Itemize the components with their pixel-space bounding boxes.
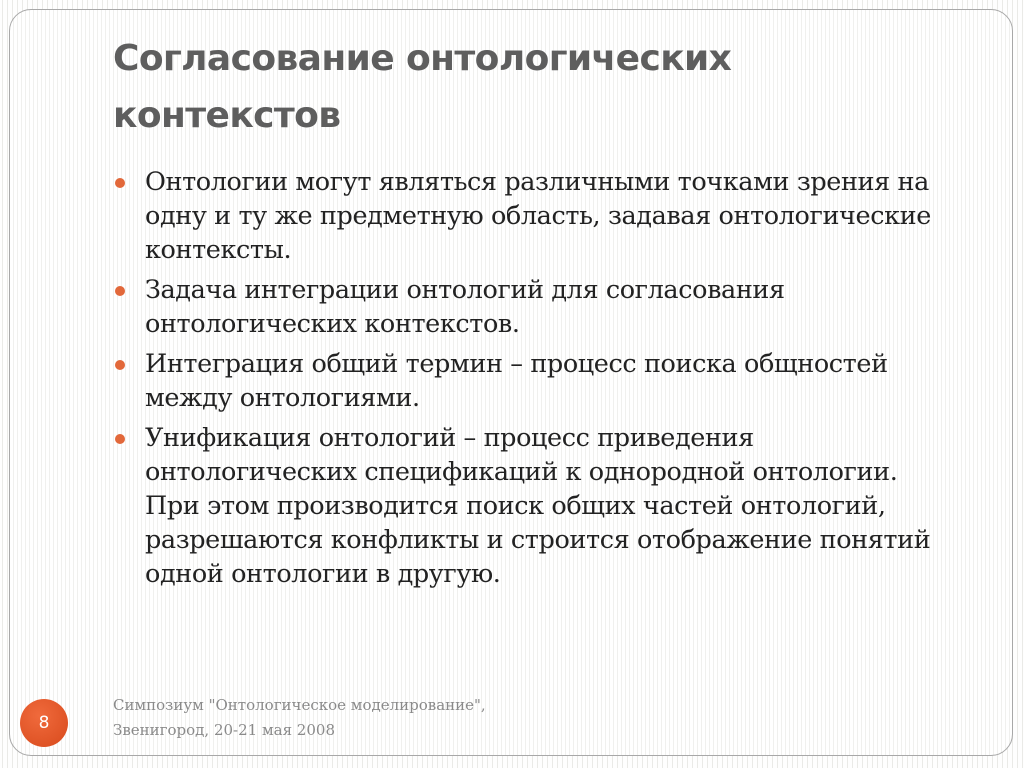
bullet-dot-icon — [115, 360, 125, 370]
bullet-text: Задача интеграции онтологий для согласования онтологических контекстов. — [145, 275, 785, 339]
bullet-dot-icon — [115, 178, 125, 188]
bullet-item — [113, 421, 953, 591]
bullet-text: Унификация онтологий – процесс приведения онтологических спецификаций к однородной онтологии. При этом производится поиск общих частей онтологий, разрешаются конфликты и строится отображение понятий одной онтологии в другую. — [145, 423, 931, 589]
bullet-item — [113, 165, 953, 267]
bullet-dot-icon — [115, 434, 125, 444]
bullet-list — [113, 165, 953, 597]
bullet-item — [113, 273, 953, 341]
slide-number-badge — [20, 699, 68, 747]
bullet-text: Интеграция общий термин – процесс поиска общностей между онтологиями. — [145, 349, 888, 413]
slide-number: 8 — [38, 713, 50, 733]
slide-title: Согласование онтологических контекстов — [113, 38, 732, 136]
bullet-text: Онтологии могут являться различными точками зрения на одну и ту же предметную область, задавая онтологические контексты. — [145, 167, 931, 265]
footer-line-event: Симпозиум "Онтологическое моделирование", — [113, 696, 486, 714]
bullet-item — [113, 347, 953, 415]
footer-line-place-date: Звенигород, 20-21 мая 2008 — [113, 721, 335, 739]
slide-footer — [113, 693, 713, 743]
bullet-dot-icon — [115, 286, 125, 296]
